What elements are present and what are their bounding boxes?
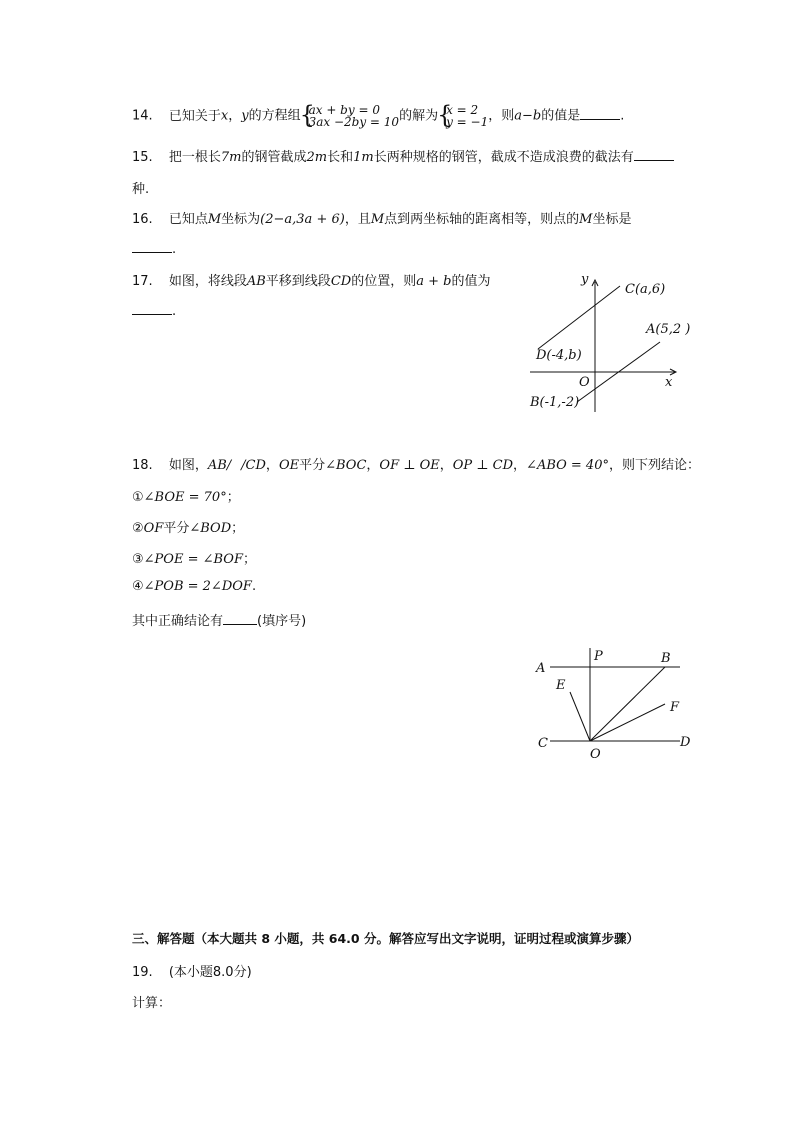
q17-expr: a + b [416, 274, 452, 289]
q17-label-O: O [579, 375, 590, 390]
q18-option-1 [132, 486, 240, 505]
q18-option-2-text: OF [143, 521, 164, 536]
question-15 [132, 146, 674, 165]
q14-text-mid2: 的解为 [399, 108, 439, 124]
q17-text-c: 的位置，则 [351, 274, 417, 289]
q15-len2: 2m [306, 150, 328, 165]
q18-option-3-tail: ； [242, 552, 256, 567]
q18-text-f: ， [513, 458, 527, 473]
q18-option-1-mark: ① [132, 490, 144, 505]
q18-answer-blank [223, 612, 257, 625]
segment-CD [538, 286, 620, 349]
q16-text-a: 已知点 [168, 212, 208, 227]
q18-text-d: ， [366, 458, 380, 473]
q17-coordinate-figure [520, 262, 700, 414]
q15-text-b: 的钢管截成 [241, 150, 307, 165]
q18-text-g: ，则下列结论： [608, 458, 700, 473]
q17-label-C: C(a,6) [625, 282, 666, 297]
q15-len: 7m [220, 150, 242, 165]
q16-coord: (2−a,3a + 6) [260, 212, 345, 227]
q16-M: M [207, 212, 222, 227]
q14-sol2: y = −1 [446, 115, 489, 129]
q18-label-E: E [556, 678, 566, 693]
q15-answer-blank [634, 148, 674, 161]
q14-period: . [620, 108, 625, 124]
q15-text-a: 把一根长 [168, 150, 221, 165]
q18-option-4-mark: ④ [132, 579, 144, 594]
question-17 [132, 270, 490, 289]
q17-CD: CD [330, 274, 352, 289]
q16-period: . [172, 242, 177, 257]
q14-text-post: ，则 [488, 108, 515, 124]
q15-len3: 1m [353, 150, 374, 165]
q18-label-P: P [594, 649, 603, 664]
q18-label-B: B [661, 651, 671, 666]
q17-period: . [172, 304, 177, 319]
q18-option-3-text: ∠POE = ∠BOF [143, 552, 243, 567]
q18-AB: AB/ [207, 458, 232, 473]
question-16 [132, 208, 631, 227]
question-19 [132, 961, 252, 980]
q15-line2: 种. [132, 182, 150, 197]
q17-AB: AB [246, 274, 266, 289]
q18-option-4-text: ∠POB = 2∠DOF [143, 579, 252, 594]
q18-OE: OE [278, 458, 300, 473]
q19-text: 计算： [132, 996, 172, 1011]
q18-option-4 [132, 579, 256, 594]
q18-angle-ABO: ∠ABO = 40° [526, 458, 609, 473]
q18-number: 18. [132, 458, 153, 473]
question-14 [132, 101, 625, 129]
q14-expr: a−b [514, 108, 542, 124]
question-18 [132, 454, 700, 473]
q14-text-pre: 已知关于 [168, 108, 221, 124]
q16-text-b: 坐标为 [221, 212, 261, 227]
q18-option-1-text: ∠BOE = 70° [143, 490, 227, 505]
ray-OB [590, 667, 665, 741]
q18-perp-OF-OE: OF ⊥ OE [379, 458, 440, 473]
q18-text-c: 平分 [299, 458, 326, 473]
q17-label-A: A(5,2 ) [646, 322, 691, 337]
q18-option-4-tail: . [251, 579, 257, 594]
q15-number: 15. [132, 150, 153, 165]
q17-text-a: 如图，将线段 [168, 274, 247, 289]
q18-label-D: D [680, 735, 691, 750]
q15-text-c: 长和 [327, 150, 354, 165]
q17-label-x: x [665, 375, 673, 390]
q16-M3: M [579, 212, 593, 227]
q18-geometry-figure [530, 642, 700, 766]
q14-solution-system: { x = 2 y = −1 [437, 101, 489, 129]
q18-perp-OP-CD: OP ⊥ CD [452, 458, 514, 473]
q16-number: 16. [132, 212, 153, 227]
q18-option-2-text2: ∠BOD [189, 521, 232, 536]
q16-text-d: 点到两坐标轴的距离相等，则点的 [384, 212, 580, 227]
q14-y: y [241, 108, 249, 124]
q14-answer-blank [580, 107, 620, 120]
question-17-line2 [132, 302, 176, 319]
q14-text-end: 的值是 [541, 108, 581, 124]
q14-text-mid: 的方程组 [248, 108, 301, 124]
section-3-heading-text: 三、解答题（本大题共 8 小题，共 64.0 分。解答应写出文字说明，证明过程或演算步骤） [132, 931, 639, 946]
q18-option-2 [132, 517, 244, 536]
q18-CD: /CD [241, 458, 266, 473]
q17-text-d: 的值为 [451, 274, 491, 289]
q19-score: (本小题8.0分) [168, 965, 252, 980]
q18-label-A: A [536, 661, 546, 676]
q18-text-a: 如图， [168, 458, 208, 473]
q18-option-2-tail: ； [231, 521, 245, 536]
q14-x: x [220, 108, 229, 124]
ray-OF [590, 704, 665, 741]
question-16-line2 [132, 240, 176, 257]
q16-text-c: ，且 [344, 212, 371, 227]
q18-option-3-mark: ③ [132, 552, 144, 567]
q18-text-b: ， [265, 458, 279, 473]
q14-eq2: 3ax −2by = 10 [308, 115, 400, 129]
q17-label-y: y [581, 272, 589, 287]
q17-label-D: D(-4,b) [536, 348, 582, 363]
q17-text-b: 平移到线段 [265, 274, 331, 289]
q19-number: 19. [132, 965, 153, 980]
q18-option-2-mid: 平分 [163, 521, 190, 536]
q18-option-1-tail: ； [226, 490, 240, 505]
q17-label-B: B(-1,-2) [530, 395, 580, 410]
q18-label-F: F [670, 700, 680, 715]
q17-answer-blank [132, 302, 172, 315]
q14-sol1: x = 2 [446, 103, 479, 117]
q14-equation-system: { ax + by = 0 3ax −2by = 10 [299, 101, 400, 129]
q17-number: 17. [132, 274, 153, 289]
q18-conclusion-a: 其中正确结论有 [132, 614, 224, 629]
q14-eq1: ax + by = 0 [308, 103, 380, 117]
q14-sep: ， [228, 108, 242, 124]
q18-conclusion-b: (填序号) [257, 614, 307, 629]
q15-text-d: 长两种规格的钢管，截成不造成浪费的截法有 [373, 150, 634, 165]
q16-M2: M [370, 212, 385, 227]
ray-OE [570, 692, 590, 741]
q18-option-3 [132, 548, 256, 567]
q18-label-O: O [590, 747, 601, 762]
q14-number: 14. [132, 108, 153, 124]
question-19-prompt [132, 992, 171, 1011]
q18-label-C: C [538, 736, 548, 751]
question-15-line2 [132, 178, 149, 197]
q16-answer-blank [132, 240, 172, 253]
q18-text-e: ， [439, 458, 453, 473]
q18-conclusion [132, 610, 306, 629]
q18-option-2-mark: ② [132, 521, 144, 536]
q16-text-e: 坐标是 [592, 212, 632, 227]
q18-angle-BOC: ∠BOC [325, 458, 367, 473]
section-3-heading [132, 929, 639, 947]
